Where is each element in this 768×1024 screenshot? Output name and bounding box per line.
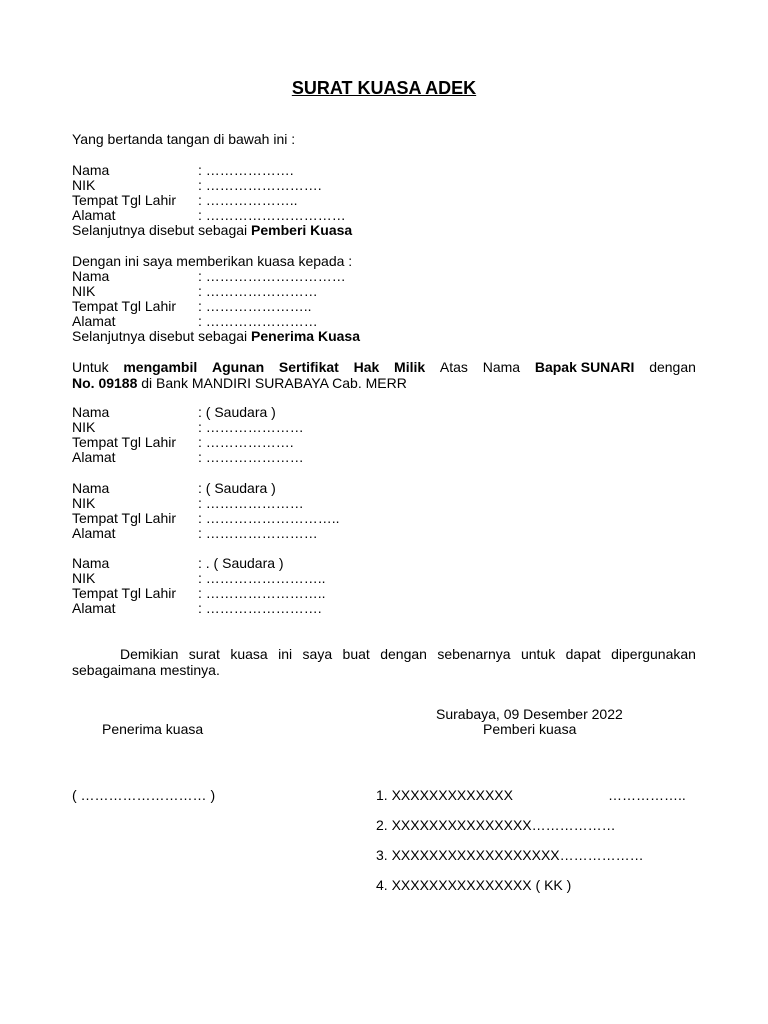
person1-nik-row bbox=[72, 419, 304, 435]
field-label: Nama bbox=[72, 404, 110, 420]
field-value: : ………………………… bbox=[198, 268, 346, 284]
word: Milik bbox=[394, 359, 426, 375]
field-value: : ………………… bbox=[198, 449, 304, 465]
word: dengan bbox=[380, 646, 427, 662]
signer-1-dots: …………….. bbox=[608, 787, 686, 803]
word: saya bbox=[302, 646, 333, 662]
word: untuk bbox=[520, 646, 556, 662]
person3-alamat-row bbox=[72, 600, 322, 616]
signer-2: 2. XXXXXXXXXXXXXXX……………… bbox=[376, 817, 616, 833]
field-value: : ( Saudara ) bbox=[198, 404, 276, 420]
field-label: Tempat Tgl Lahir bbox=[72, 298, 177, 314]
pemberi-nik-row bbox=[72, 177, 322, 193]
field-value: : …………………… bbox=[198, 525, 318, 541]
field-value: : ………………. bbox=[198, 434, 294, 450]
word: Atas bbox=[439, 359, 468, 375]
penerima-nama-row bbox=[72, 268, 346, 284]
pemberi-kuasa-label: Pemberi kuasa bbox=[483, 721, 577, 737]
bank-text: di Bank MANDIRI SURABAYA Cab. MERR bbox=[137, 375, 407, 391]
kuasa-intro: Dengan ini saya memberikan kuasa kepada : bbox=[72, 253, 353, 269]
field-label: Alamat bbox=[72, 525, 116, 541]
field-label: Alamat bbox=[72, 449, 116, 465]
person3-nama-row bbox=[72, 555, 284, 571]
field-label: NIK bbox=[72, 419, 96, 435]
signer-4: 4. XXXXXXXXXXXXXXX ( KK ) bbox=[376, 877, 572, 893]
word: Bapak SUNARI bbox=[534, 359, 635, 375]
purpose-paragraph bbox=[72, 359, 696, 391]
field-label: NIK bbox=[72, 177, 96, 193]
document-title: SURAT KUASA ADEK bbox=[291, 78, 477, 98]
closing-paragraph bbox=[72, 646, 696, 678]
word: surat bbox=[188, 646, 220, 662]
word: Sertifikat bbox=[278, 359, 339, 375]
field-value: : …………………….. bbox=[198, 585, 326, 601]
word: ini bbox=[278, 646, 293, 662]
person1-ttl-row bbox=[72, 434, 294, 450]
field-value: : ( Saudara ) bbox=[198, 480, 276, 496]
field-label: Nama bbox=[72, 162, 110, 178]
word: Nama bbox=[482, 359, 521, 375]
penerima-signature-blank: ( ……………………… ) bbox=[72, 787, 216, 803]
word: Demikian bbox=[120, 646, 179, 662]
word: sebenarnya bbox=[437, 646, 511, 662]
person2-nama-row bbox=[72, 480, 276, 496]
field-value: : ……………………. bbox=[198, 177, 322, 193]
person1-alamat-row bbox=[72, 449, 304, 465]
field-value: : …………………… bbox=[198, 313, 318, 329]
penerima-ttl-row bbox=[72, 298, 312, 314]
field-value: : ………………………… bbox=[198, 207, 346, 223]
pemberi-closing bbox=[72, 222, 352, 238]
closing-prefix: Selanjutnya disebut sebagai bbox=[72, 222, 252, 238]
pemberi-nama-row bbox=[72, 162, 294, 178]
field-value: : ………………….. bbox=[198, 298, 312, 314]
field-value: : …………………… bbox=[198, 283, 318, 299]
word: dengan bbox=[649, 359, 696, 375]
signer-3: 3. XXXXXXXXXXXXXXXXXX……………… bbox=[376, 847, 644, 863]
pemberi-alamat-row bbox=[72, 207, 346, 223]
person3-nik-row bbox=[72, 570, 326, 586]
word: Agunan bbox=[212, 359, 265, 375]
pemberi-ttl-row bbox=[72, 192, 298, 208]
field-label: Alamat bbox=[72, 207, 116, 223]
field-value: : ……………………….. bbox=[198, 510, 340, 526]
closing-line-1 bbox=[72, 646, 696, 662]
word: buat bbox=[342, 646, 370, 662]
person2-ttl-row bbox=[72, 510, 340, 526]
word: mengambil bbox=[123, 359, 198, 375]
word: Untuk bbox=[72, 359, 109, 375]
field-label: NIK bbox=[72, 283, 96, 299]
field-value: : . ( Saudara ) bbox=[198, 555, 284, 571]
word: Hak bbox=[353, 359, 380, 375]
field-label: Nama bbox=[72, 268, 110, 284]
person2-nik-row bbox=[72, 495, 304, 511]
field-value: : ………………… bbox=[198, 419, 304, 435]
field-label: Nama bbox=[72, 480, 110, 496]
field-label: Tempat Tgl Lahir bbox=[72, 434, 177, 450]
field-label: NIK bbox=[72, 495, 96, 511]
intro-text: Yang bertanda tangan di bawah ini : bbox=[72, 131, 296, 147]
certificate-number: No. 09188 bbox=[72, 375, 138, 391]
purpose-line-1 bbox=[72, 359, 696, 375]
penerima-closing bbox=[72, 328, 360, 344]
closing-line-2: sebagaimana mestinya. bbox=[72, 662, 220, 678]
field-label: Tempat Tgl Lahir bbox=[72, 192, 177, 208]
closing-prefix: Selanjutnya disebut sebagai bbox=[72, 328, 252, 344]
purpose-line-2 bbox=[72, 375, 696, 391]
signer-1: 1. XXXXXXXXXXXXX bbox=[376, 787, 513, 803]
field-value: : ………………. bbox=[198, 162, 294, 178]
field-label: Nama bbox=[72, 555, 110, 571]
word: dapat bbox=[565, 646, 601, 662]
person2-alamat-row bbox=[72, 525, 318, 541]
field-value: : ………………… bbox=[198, 495, 304, 511]
field-label: NIK bbox=[72, 570, 96, 586]
field-label: Tempat Tgl Lahir bbox=[72, 585, 177, 601]
person3-ttl-row bbox=[72, 585, 326, 601]
place-date: Surabaya, 09 Desember 2022 bbox=[436, 706, 623, 722]
field-label: Alamat bbox=[72, 313, 116, 329]
penerima-nik-row bbox=[72, 283, 318, 299]
closing-bold: Pemberi Kuasa bbox=[251, 222, 353, 238]
closing-bold: Penerima Kuasa bbox=[251, 328, 360, 344]
person1-nama-row bbox=[72, 404, 276, 420]
penerima-alamat-row bbox=[72, 313, 318, 329]
field-value: : …………………….. bbox=[198, 570, 326, 586]
field-label: Alamat bbox=[72, 600, 116, 616]
word: dipergunakan bbox=[611, 646, 696, 662]
word: kuasa bbox=[230, 646, 268, 662]
penerima-kuasa-label: Penerima kuasa bbox=[102, 721, 204, 737]
field-label: Tempat Tgl Lahir bbox=[72, 510, 177, 526]
field-value: : ……………………. bbox=[198, 600, 322, 616]
field-value: : ……………….. bbox=[198, 192, 298, 208]
